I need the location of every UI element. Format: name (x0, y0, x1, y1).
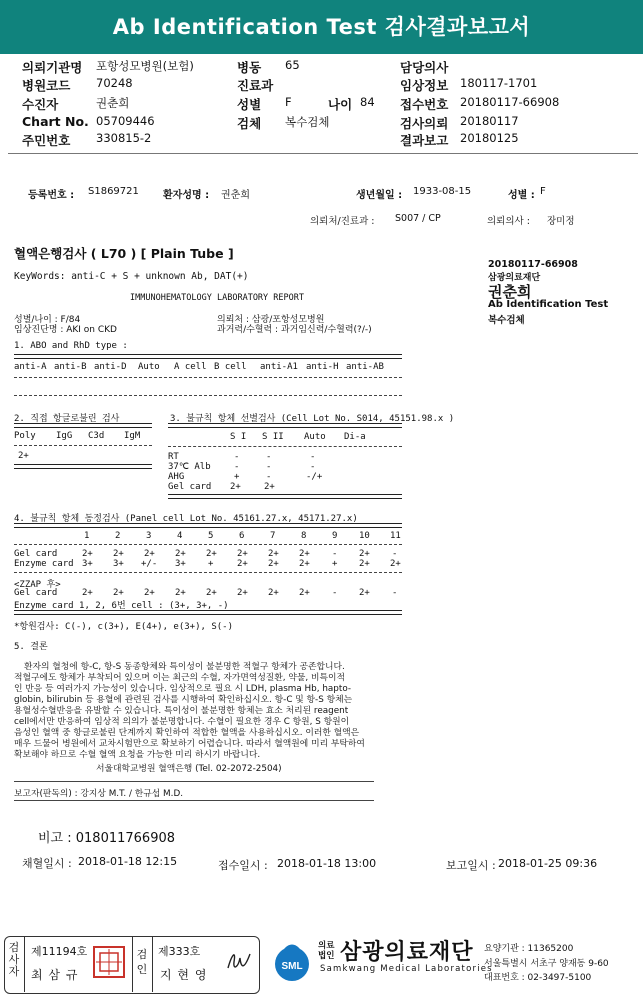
sec1-h-anti-h: anti-H (306, 362, 339, 372)
sec3-row-name: Gel card (168, 482, 212, 492)
sec4-h: 9 (332, 531, 338, 541)
sec4-h: 4 (177, 531, 183, 541)
sec2-rule-top (14, 423, 152, 428)
sec4-h: 10 (359, 531, 370, 541)
approver-vertical-label: 검 인 (136, 948, 148, 976)
divider (132, 936, 133, 992)
sec4-row-name: Enzyme card (14, 559, 74, 569)
conclusion-line: 환자의 혈청에 항-C, 항-S 동종항체와 특이성이 불분명한 적혈구 항체가 공존합니다. (24, 662, 345, 672)
sec3-cell: + (234, 472, 240, 482)
sec4-rule-bottom (14, 610, 402, 615)
sec1-rule-top (14, 354, 402, 359)
lab-contact: 서울대학교병원 혈액은행 (Tel. 02-2072-2504) (96, 764, 282, 774)
sec4-cell: 2+ (82, 549, 93, 559)
history-line: 과거력/수혈력 : 과거임신력/수혈력(?/-) (217, 325, 372, 335)
sec2-h-igm: IgM (124, 431, 141, 441)
sec2-h-c3d: C3d (88, 431, 105, 441)
test-title: 혈액은행검사 ( L70 ) [ Plain Tube ] (14, 246, 234, 261)
stamp-receipt-no: 20180117-66908 (488, 259, 578, 270)
antigen-result: *항원검사: C(-), c(3+), E(4+), e(3+), S(-) (14, 622, 234, 632)
field-label-clinical-info: 임상정보 (400, 78, 449, 93)
field-label-doctor: 담당의사 (400, 60, 449, 75)
sec1-rule-bottom (14, 395, 402, 396)
report-datetime: 2018-01-25 09:36 (498, 857, 598, 870)
approver-license: 제333호 (158, 945, 201, 958)
sec3-cell: - (266, 472, 272, 482)
field-label-age: 나이 (328, 97, 353, 112)
conclusion-line: 용혈성수혈반응을 유발할 수 있습니다. 특이성이 불분명한 항체는 효소 처리된 reagent (14, 706, 349, 716)
org-name-en: Samkwang Medical Laboratories (320, 964, 493, 974)
sec2-rule-bottom (14, 464, 152, 469)
stamp-specimen: 복수검체 (488, 315, 525, 326)
sec4-cell: 2+ (359, 549, 370, 559)
sec4-cell: 2+ (206, 549, 217, 559)
sec2-h-poly: Poly (14, 431, 36, 441)
field-value-report-date: 20180125 (460, 131, 519, 145)
sec2-rule-mid (14, 445, 152, 446)
sec4-h: 11 (390, 531, 401, 541)
sec3-title: 3. 불규칙 항체 선별검사 (Cell Lot No. S014, 45151.98.x ) (170, 414, 455, 424)
field-value-sex: F (285, 95, 292, 109)
field-label-report-date: 결과보고 (400, 133, 449, 148)
collect-label: 채혈일시 : (22, 857, 72, 870)
sec1-rule-mid (14, 377, 402, 378)
sec4-cell: 2+ (299, 549, 310, 559)
approver-name: 지 현 영 (160, 968, 208, 982)
sec3-rule-top (168, 423, 402, 428)
sec4-cell: - (332, 588, 338, 598)
stamp-org: 삼광의료재단 (488, 273, 541, 283)
zzap-label: <ZZAP 후> (14, 580, 61, 590)
field-label-hospital: 의뢰기관명 (22, 60, 83, 75)
sex-label: 성별 : (508, 190, 535, 201)
sec3-h-s2: S II (262, 432, 284, 442)
sec3-row-name: RT (168, 452, 179, 462)
sec4-cell: + (208, 559, 214, 569)
sml-logo-icon (270, 938, 314, 982)
sec1-h-auto: Auto (138, 362, 160, 372)
sec4-cell: 2+ (175, 588, 186, 598)
requester-line: 의뢰처 : 삼광/포항성모병원 (217, 315, 325, 325)
sec4-h: 2 (115, 531, 121, 541)
field-value-age: 84 (360, 95, 375, 109)
sec3-h-auto: Auto (304, 432, 326, 442)
dob-label: 생년월일 : (356, 190, 403, 201)
sec4-cell: 2+ (268, 549, 279, 559)
sec1-h-anti-ab: anti-AB (346, 362, 384, 372)
field-value-specimen: 복수검체 (285, 115, 330, 129)
lab-title: IMMUNOHEMATOLOGY LABORATORY REPORT (130, 293, 304, 303)
field-label-chart-no: Chart No. (22, 114, 89, 129)
sec3-h-s1: S I (230, 432, 247, 442)
sec4-h: 8 (301, 531, 307, 541)
field-label-department: 진료과 (237, 78, 274, 93)
reporter-rule-bottom (14, 800, 374, 801)
conclusion-line: 확보해야 하므로 수혈 혈액 요청을 가능한 미리 하시기 바랍니다. (14, 750, 261, 760)
sec4-h: 7 (270, 531, 276, 541)
sec1-h-anti-a: anti-A (14, 362, 47, 372)
sex-age-line: 성별/나이 : F/84 (14, 315, 81, 325)
sec1-h-a-cell: A cell (174, 362, 207, 372)
sec3-cell: - (310, 452, 316, 462)
sec4-cell: - (392, 588, 398, 598)
stamp-test: Ab Identification Test (488, 299, 609, 310)
sec3-cell: 2+ (264, 482, 275, 492)
sec4-cell: 2+ (390, 559, 401, 569)
org-name: 삼광의료재단 (340, 940, 474, 965)
divider (24, 936, 25, 992)
sec1-h-anti-d: anti-D (94, 362, 127, 372)
field-value-hospital-code: 70248 (96, 76, 133, 90)
sec4-rule-top (14, 523, 402, 528)
field-label-sex: 성별 (237, 97, 262, 112)
sec2-title: 2. 직접 항글로불린 검사 (14, 414, 120, 424)
sec3-cell: - (266, 462, 272, 472)
sec1-h-anti-a1: anti-A1 (260, 362, 298, 372)
patient-label: 환자성명 : (163, 190, 210, 201)
logo-text: SML (281, 961, 303, 972)
reporter-rule-top (14, 781, 374, 782)
field-label-hospital-code: 병원코드 (22, 78, 71, 93)
sec2-h-igg: IgG (56, 431, 73, 441)
conclusion-line: 음성인 혈액 중 항글로불린 단계까지 확인하여 적합한 혈액을 사용하십시오. 이러한 혈액은 (14, 728, 360, 738)
sec3-row-name: AHG (168, 472, 185, 482)
sec4-cell: 2+ (237, 588, 248, 598)
report-label: 보고일시 : (446, 859, 496, 872)
sec3-row-name: 37℃ Alb (168, 462, 211, 472)
field-label-specimen: 검체 (237, 116, 262, 131)
field-value-resident-no: 330815-2 (96, 131, 152, 145)
sec4-title: 4. 불규칙 항체 동정검사 (Panel cell Lot No. 45161.27.x, 45171.27.x) (14, 514, 358, 524)
page-title: Ab Identification Test 검사결과보고서 (0, 0, 643, 54)
field-value-patient: 권춘희 (96, 96, 130, 110)
sec3-cell: - (234, 452, 240, 462)
sec4-row-name: Gel card (14, 588, 58, 598)
field-label-resident-no: 주민번호 (22, 133, 71, 148)
conclusion-line: 적혈구에도 항체가 부착되어 있으며 이는 최근의 수혈, 자가면역성질환, 약물, 비특이적 (14, 673, 345, 683)
field-value-clinical-info: 180117-1701 (460, 76, 538, 90)
sec4-h: 1 (84, 531, 90, 541)
sec4-cell: 2+ (268, 559, 279, 569)
sec4-cell: - (392, 549, 398, 559)
sec2-v-poly: 2+ (18, 451, 29, 461)
field-value-ward: 65 (285, 58, 300, 72)
divider (152, 936, 153, 992)
signature-icon (222, 946, 256, 976)
field-value-hospital: 포항성모병원(보험) (96, 59, 194, 73)
sec3-cell: 2+ (230, 482, 241, 492)
keywords: KeyWords: anti-C + S + unknown Ab, DAT(+) (14, 271, 249, 282)
inspector-license: 제11194호 (31, 945, 88, 958)
sec4-cell: 2+ (113, 549, 124, 559)
sec4-cell: 2+ (268, 588, 279, 598)
sec4-row-name: Gel card (14, 549, 58, 559)
doctor-label: 의뢰의사 : (487, 216, 530, 227)
dob: 1933-08-15 (413, 186, 472, 197)
stamp-patient: 권춘희 (488, 283, 532, 301)
sec4-cell: 2+ (206, 588, 217, 598)
sec4-cell: 3+ (82, 559, 93, 569)
sec3-cell: - (310, 462, 316, 472)
receive-label: 접수일시 : (218, 859, 268, 872)
conclusion-line: 인 반응 등 여러가지 가능성이 있습니다. 임상적으로 필요 시 LDH, plasma Hb, hapto- (14, 684, 352, 694)
sec4-cell: 2+ (359, 559, 370, 569)
conclusion-line: 매우 드물어 병원에서 교차시험만으로 확보하기 어렵습니다. 따라서 혈액원에 미리 부탁하여 (14, 739, 365, 749)
sec4-cell: - (332, 549, 338, 559)
sec3-h-dia: Di-a (344, 432, 366, 442)
inspector-seal-icon (92, 945, 126, 979)
sec4-rule-zzap (14, 572, 402, 573)
sec4-h: 3 (146, 531, 152, 541)
sec1-title: 1. ABO and RhD type : (14, 341, 128, 351)
sec4-cell: 2+ (299, 559, 310, 569)
field-value-chart-no: 05709446 (96, 114, 155, 128)
sex: F (540, 186, 546, 197)
sec3-rule-bottom (168, 494, 402, 499)
sec1-h-b-cell: B cell (214, 362, 247, 372)
sec4-cell: + (332, 559, 338, 569)
sec4-cell: 2+ (144, 588, 155, 598)
sec5-title: 5. 결론 (14, 642, 48, 652)
diagnosis-line: 임상진단명 : AKI on CKD (14, 325, 117, 335)
sec4-cell: 2+ (299, 588, 310, 598)
sec3-rule-mid (168, 446, 402, 447)
sec3-cell: - (234, 462, 240, 472)
sec4-cell: 2+ (144, 549, 155, 559)
sec4-cell: 2+ (82, 588, 93, 598)
phone: 대표번호 : 02-3497-5100 (484, 973, 592, 983)
field-value-receipt-no: 20180117-66908 (460, 95, 560, 109)
sec4-h: 5 (208, 531, 214, 541)
field-label-receipt-no: 접수번호 (400, 97, 449, 112)
address: 서울특별시 서초구 양재동 9-60 (484, 959, 609, 969)
receive-datetime: 2018-01-18 13:00 (277, 857, 377, 870)
reporter: 보고자(판독의) : 강지상 M.T. / 한규섭 M.D. (14, 789, 184, 799)
patient-name: 권춘희 (221, 190, 250, 201)
dept-label: 의뢰처/진료과 : (310, 216, 375, 227)
sec4-cell: 3+ (175, 559, 186, 569)
field-label-patient: 수진자 (22, 97, 59, 112)
field-label-request-date: 검사의뢰 (400, 116, 449, 131)
inspector-name: 최 삼 규 (31, 968, 79, 982)
sec4-cell: +/- (141, 559, 158, 569)
header-divider (8, 153, 638, 154)
enzyme-note: Enzyme card 1, 2, 6번 cell : (3+, 3+, -) (14, 601, 229, 611)
sec1-h-anti-b: anti-B (54, 362, 87, 372)
sec4-cell: 2+ (175, 549, 186, 559)
remarks: 비고 : 018011766908 (38, 831, 176, 846)
field-value-request-date: 20180117 (460, 114, 519, 128)
conclusion-line: globin, bilirubin 등 용혈에 관련된 검사를 시행하여 확인하십시오. 항-C 및 항-S 항체는 (14, 695, 353, 705)
sec4-cell: 2+ (237, 549, 248, 559)
conclusion-line: cell에서만 반응하여 임상적 의의가 불분명합니다. 수혈이 필요한 경우 C 항원, S 항원이 (14, 717, 350, 727)
sec4-rule-mid (14, 544, 402, 545)
reg-label: 등록번호 : (28, 190, 75, 201)
doctor: 장미정 (547, 216, 575, 227)
sec4-h: 6 (239, 531, 245, 541)
sec4-cell: 2+ (359, 588, 370, 598)
sec3-cell: -/+ (306, 472, 323, 482)
sec3-cell: - (266, 452, 272, 462)
sec4-cell: 2+ (113, 588, 124, 598)
sec4-cell: 3+ (113, 559, 124, 569)
reg-no: S1869721 (88, 186, 139, 197)
collect-datetime: 2018-01-18 12:15 (78, 855, 178, 868)
field-label-ward: 병동 (237, 60, 262, 75)
inspector-vertical-label: 검 사 자 (8, 941, 20, 978)
dept: S007 / CP (395, 213, 441, 224)
sec4-cell: 2+ (237, 559, 248, 569)
license-no: 요양기관 : 11365200 (484, 944, 574, 954)
org-prefix: 의료법인 (318, 941, 335, 961)
